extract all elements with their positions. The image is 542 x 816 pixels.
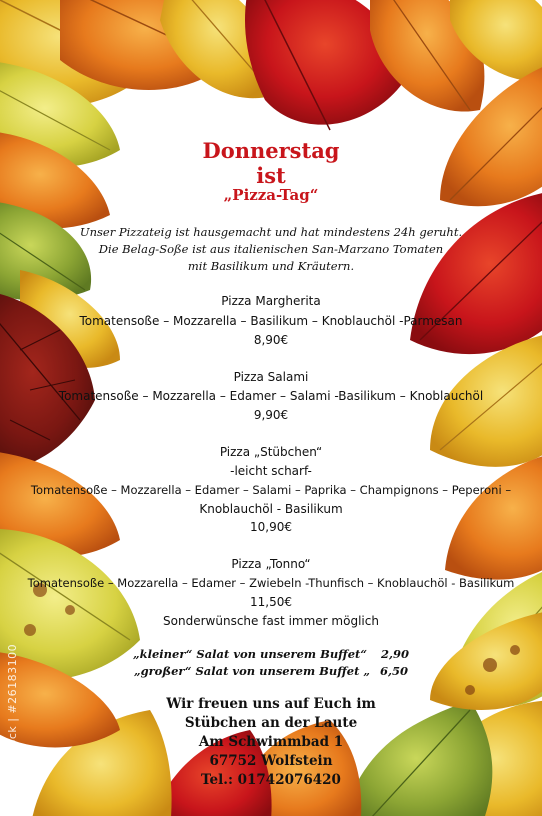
- pizza-name: Pizza „Stübchen“: [219, 445, 323, 459]
- footer-address: Am Schwimmbad 1: [198, 734, 344, 750]
- special-requests: Sonderwünsche fast immer möglich: [163, 614, 379, 628]
- pizza-price: 9,90€: [253, 408, 289, 422]
- pizza-price: 11,50€: [250, 595, 292, 609]
- footer-line-2: Stübchen an der Laute: [184, 715, 358, 731]
- title-line-1: Donnerstag: [202, 138, 340, 163]
- salad-price: 6,50: [380, 664, 409, 678]
- pizza-toppings: Tomatensoße – Mozzarella – Edamer – Salami – Paprika – Champignons – Peperoni –: [30, 483, 512, 497]
- salad-text: „kleiner“ Salat von unserem Buffet“: [133, 647, 367, 661]
- pizza-note: -leicht scharf-: [230, 464, 312, 478]
- footer-line-1: Wir freuen uns auf Euch im: [166, 696, 376, 712]
- pizza-toppings: Knoblauchöl - Basilikum: [199, 502, 343, 516]
- intro-line-1: Unser Pizzateig ist hausgemacht und hat mindestens 24h geruht.: [79, 225, 463, 239]
- salad-small: [0, 647, 542, 661]
- footer-city: 67752 Wolfstein: [209, 753, 333, 769]
- pizza-name: Pizza Salami: [233, 370, 309, 384]
- pizza-name: Pizza Margherita: [221, 294, 321, 308]
- intro-line-3: mit Basilikum und Kräutern.: [187, 259, 355, 273]
- pizza-price: 10,90€: [250, 520, 292, 534]
- title-line-3: „Pizza-Tag“: [223, 186, 319, 204]
- stock-watermark: Adobe Stock | #26183100: [6, 643, 19, 800]
- pizza-name: Pizza „Tonno“: [231, 557, 311, 571]
- footer-phone: Tel.: 01742076420: [201, 772, 341, 788]
- salad-text: „großer“ Salat von unserem Buffet „: [133, 664, 371, 678]
- pizza-price: 8,90€: [253, 333, 289, 347]
- pizza-toppings: Tomatensoße – Mozzarella – Edamer – Salami -Basilikum – Knoblauchöl: [58, 389, 484, 403]
- pizza-toppings: Tomatensoße – Mozzarella – Basilikum – Knoblauchöl -Parmesan: [79, 314, 463, 328]
- salad-large: [0, 664, 542, 678]
- salad-price: 2,90: [380, 647, 409, 661]
- intro-line-2: Die Belag-Soße ist aus italienischen San-Marzano Tomaten: [98, 242, 444, 256]
- title-line-2: ist: [256, 163, 286, 188]
- pizza-toppings: Tomatensoße – Mozzarella – Edamer – Zwiebeln -Thunfisch – Knoblauchöl - Basilikum: [27, 576, 515, 590]
